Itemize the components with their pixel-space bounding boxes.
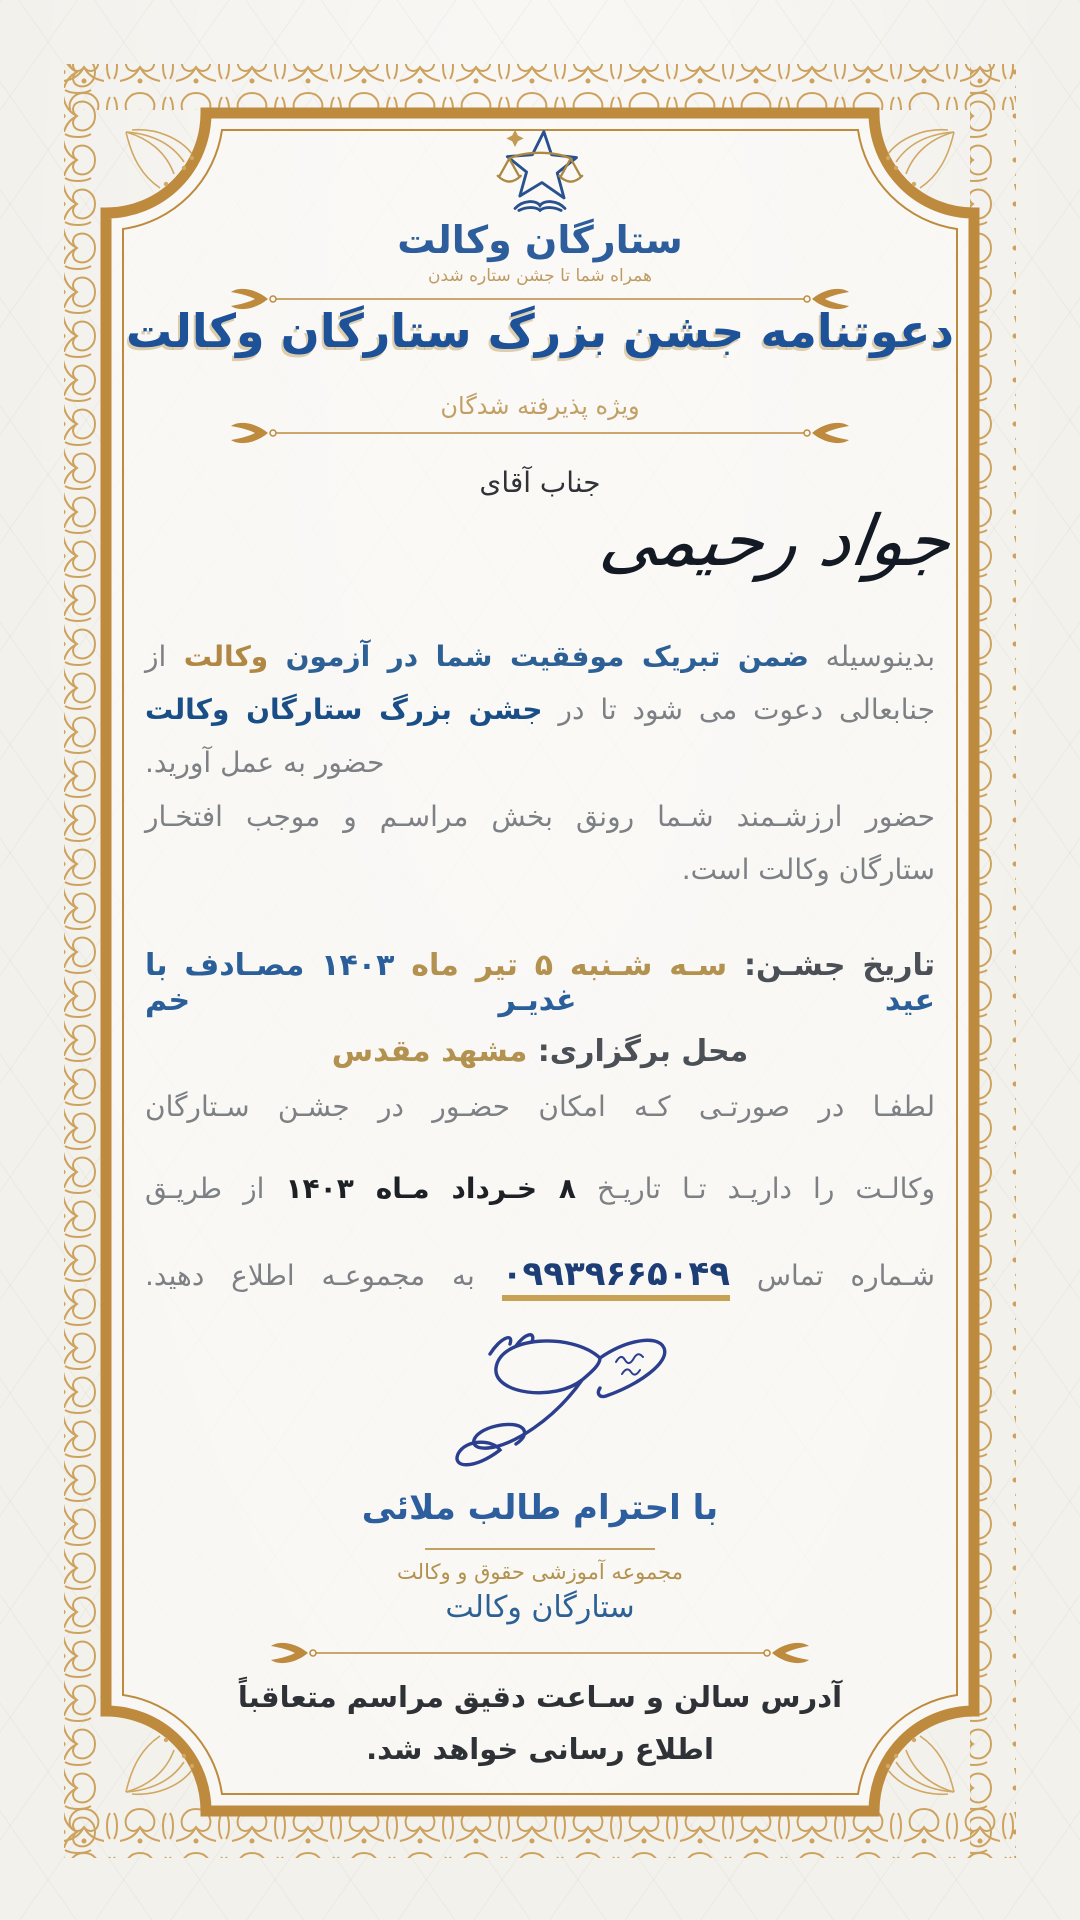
event-date-label: تاریخ جشـن:	[727, 948, 935, 983]
salutation: جناب آقای	[479, 466, 601, 499]
ornamental-divider	[230, 420, 850, 446]
text-run-emphasis: ضمن تبریک موفقیت شما در آزمون	[285, 640, 809, 673]
event-details	[145, 948, 935, 1069]
paragraph-line	[145, 1172, 935, 1254]
rsvp-deadline: ۸ خـرداد مـاه ۱۴۰۳	[285, 1172, 577, 1205]
event-venue-label: محل برگزاری:	[527, 1034, 749, 1069]
invitation-paragraph	[145, 800, 935, 906]
recipient-name: جواد رحیمی	[594, 500, 956, 582]
paragraph-line	[145, 693, 935, 746]
text-run: وکالـت را داریـد تـا تاریـخ	[576, 1172, 935, 1205]
paragraph-line: ستارگان وکالت است.	[681, 853, 935, 886]
text-run: جنابعالی دعوت می شود تا در	[542, 693, 936, 726]
text-run: بدینوسیله	[808, 640, 935, 673]
invitation-title: دعوتنامه جشن بزرگ ستارگان وکالت	[125, 304, 955, 358]
paragraph-line: حضور به عمل آورید.	[145, 746, 385, 779]
paragraph-line	[145, 640, 935, 693]
organization-name: ستارگان وکالت	[445, 1590, 635, 1625]
text-run-gold: وکالت	[166, 640, 286, 673]
text-run: شـماره تماس	[729, 1259, 935, 1292]
paragraph-line: حضور ارزشـمند شـما رونق بخش مراسـم و موجب افتخـار	[145, 800, 935, 833]
paragraph-line: لطفـا در صورتـی کـه امکان حضـور در جشـن سـتارگان	[145, 1090, 935, 1123]
event-date-note: مصـادف با عید غدیـر خم	[145, 948, 935, 1018]
brand-tagline: همراه شما تا جشن ستاره شدن	[428, 266, 652, 286]
lace-border-top	[64, 64, 1016, 110]
footer-note-line2: اطلاع رسانی خواهد شد.	[366, 1732, 714, 1766]
brand-name: ستارگان وکالت	[397, 218, 683, 262]
handwritten-signature-image	[400, 1322, 690, 1487]
signatory-name: با احترام طالب ملائی	[361, 1488, 719, 1528]
event-date-value: سـه شـنبه ۵ تیر ماه	[394, 948, 728, 983]
footer-note-line1: آدرس سالن و سـاعت دقیق مراسم متعاقباً	[237, 1680, 843, 1714]
invitation-subtitle: ویژه پذیرفته شدگان	[440, 392, 640, 420]
organization-subtitle: مجموعه آموزشی حقوق و وکالت	[397, 1560, 683, 1584]
ornamental-divider	[270, 1640, 810, 1666]
event-venue-value: مشهد مقدس	[331, 1034, 528, 1069]
signature-divider-rule	[425, 1548, 655, 1550]
phone-number-link[interactable]: ۰۹۹۳۹۶۶۵۰۴۹	[502, 1254, 730, 1301]
invitation-paragraph	[145, 640, 935, 799]
star-scales-logo-icon	[470, 124, 610, 220]
event-date-year: ۱۴۰۳	[304, 948, 395, 983]
rsvp-paragraph	[145, 1090, 935, 1336]
event-venue-line	[145, 1034, 935, 1069]
signature	[400, 1322, 690, 1487]
text-run-emphasis: جشن بزرگ ستارگان وکالت	[145, 693, 543, 726]
text-run: از	[145, 640, 167, 673]
text-run: از طریـق	[145, 1172, 286, 1205]
event-date-line	[145, 948, 935, 1018]
logo	[0, 124, 1080, 220]
text-run: به مجموعـه اطلاع دهید.	[145, 1259, 502, 1292]
